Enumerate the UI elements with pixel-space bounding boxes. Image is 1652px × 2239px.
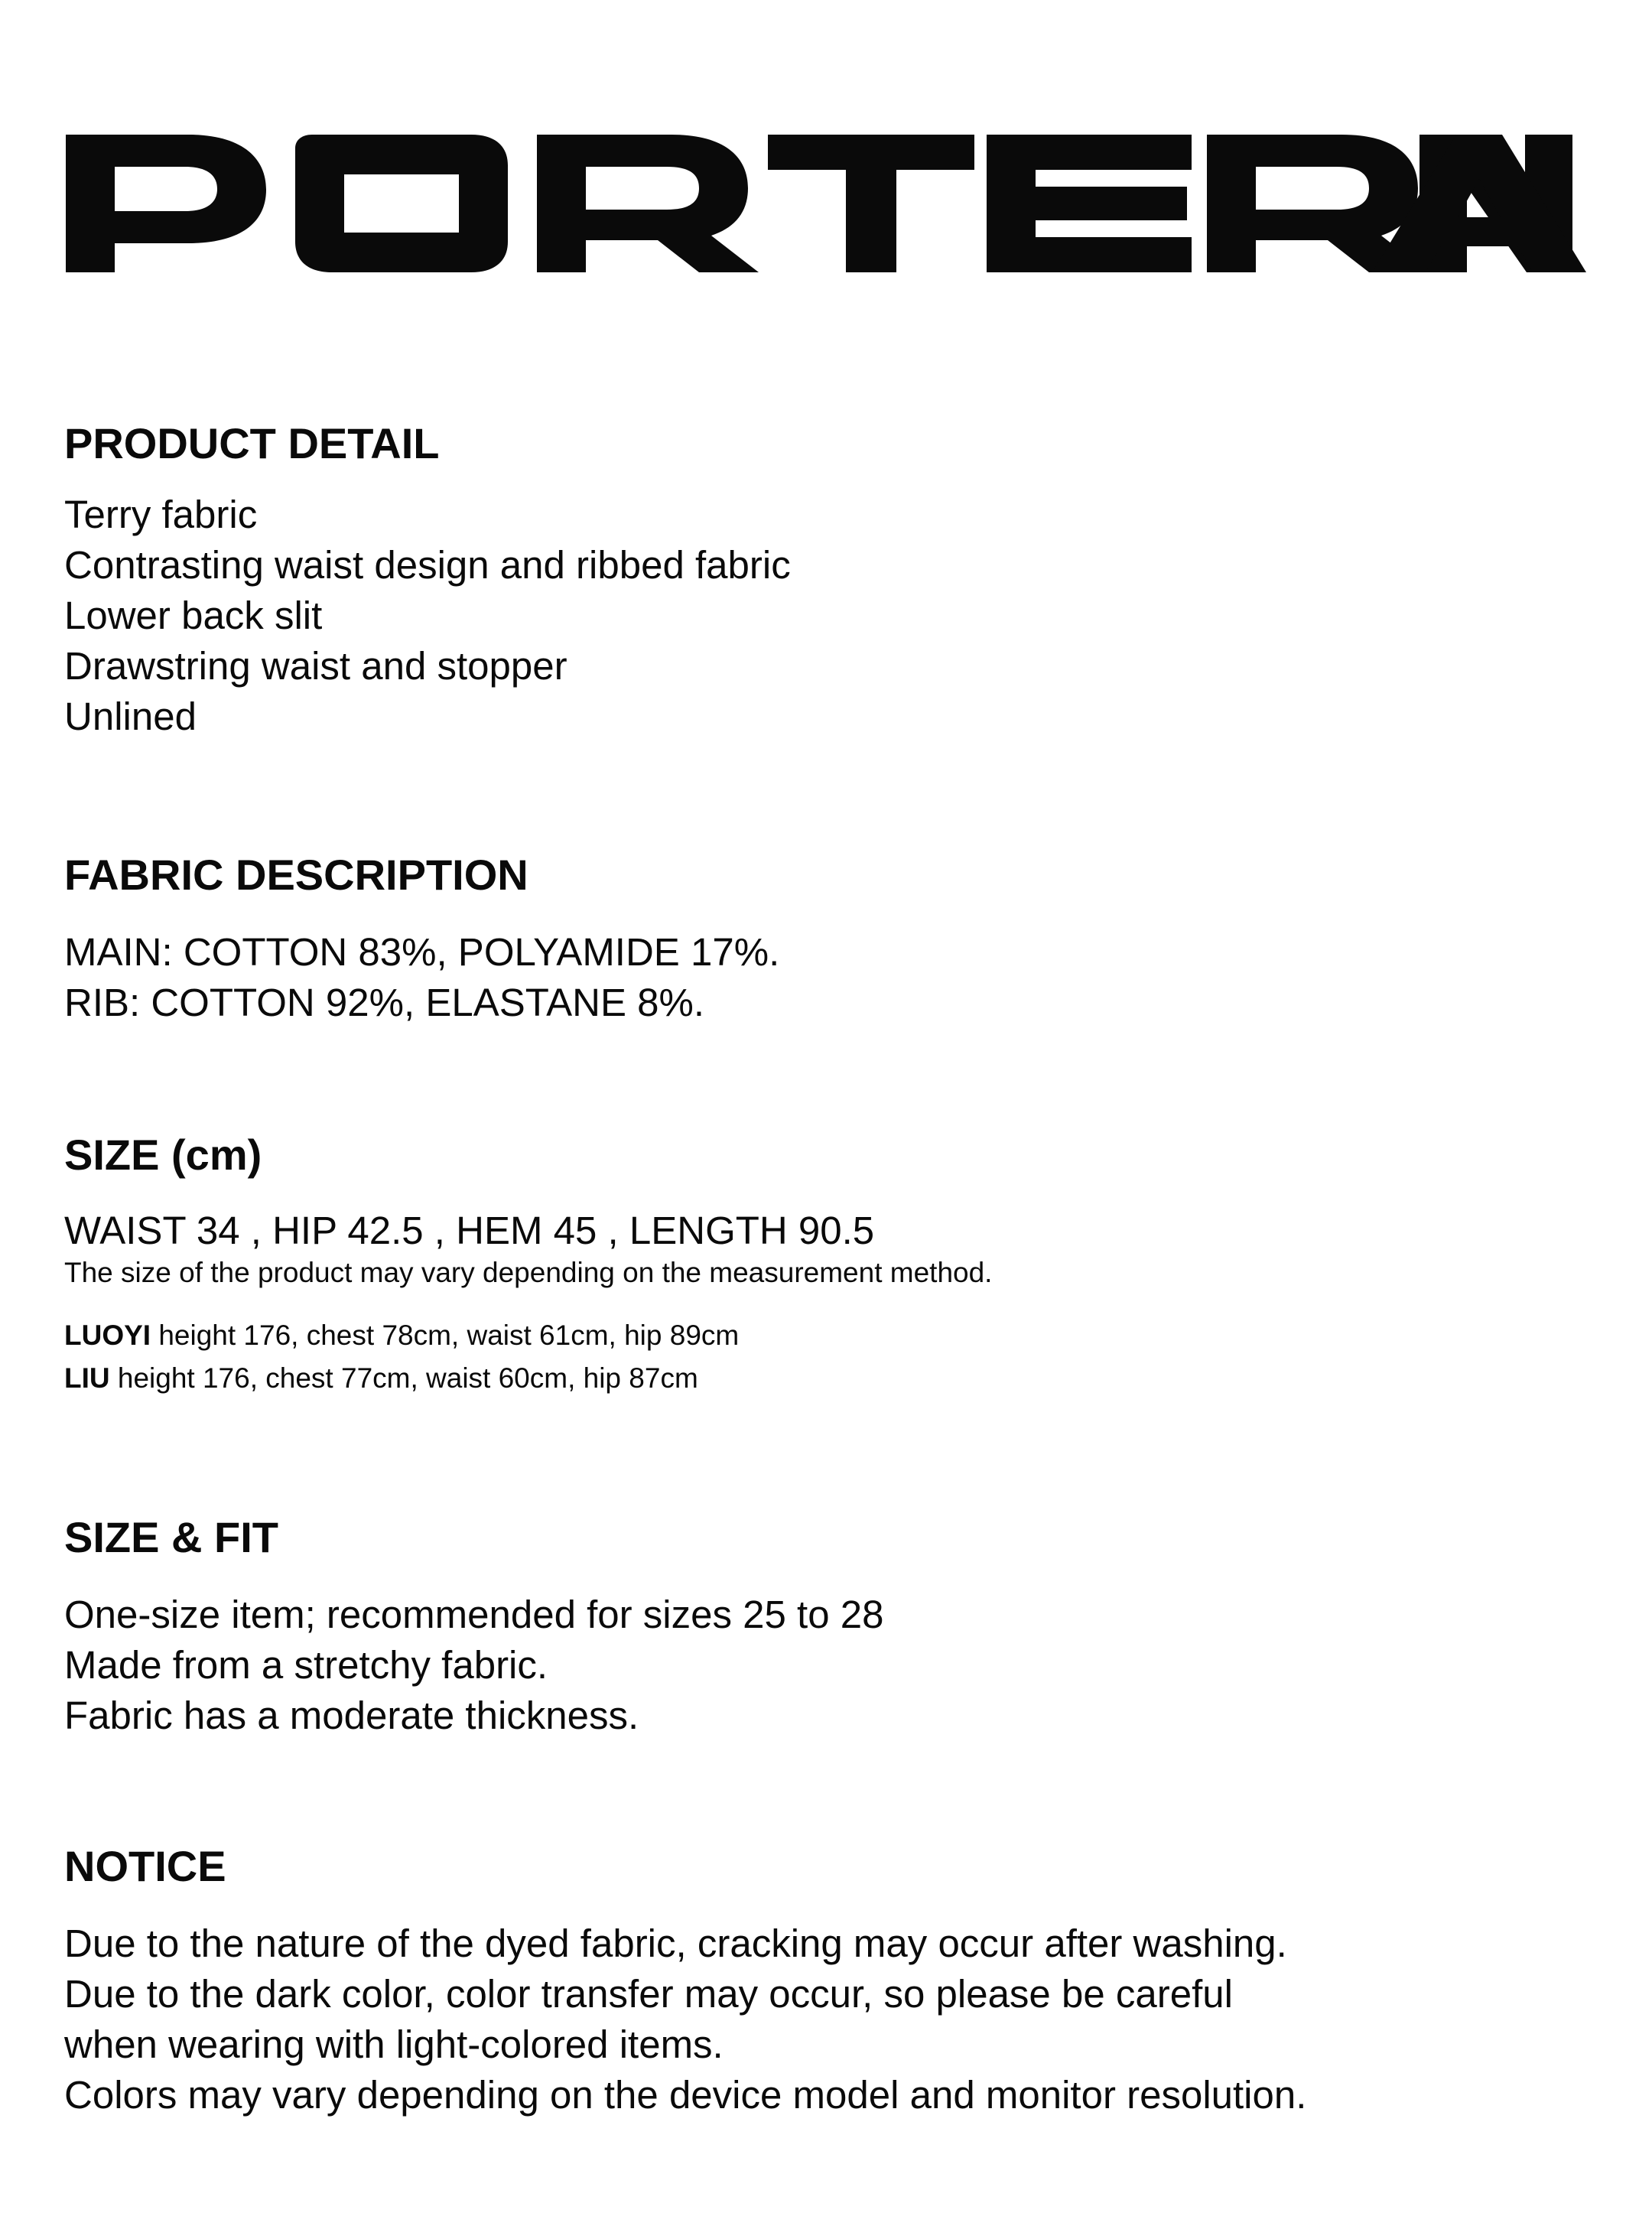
size-note: The size of the product may vary depending on the measurement method. (64, 1257, 993, 1288)
size-fit-line: Made from a stretchy fabric. (64, 1643, 548, 1687)
product-detail-list (64, 490, 1586, 742)
product-detail-section (64, 419, 1586, 742)
size-fit-list (64, 1590, 1586, 1741)
notice-line: Due to the nature of the dyed fabric, cracking may occur after washing. (64, 1922, 1287, 1965)
model-details: height 176, chest 78cm, waist 61cm, hip 89cm (151, 1320, 740, 1351)
notice-line: Colors may vary depending on the device model and monitor resolution. (64, 2073, 1307, 2117)
model-name: LUOYI (64, 1320, 151, 1351)
size-fit-heading: SIZE & FIT (64, 1513, 278, 1561)
size-fit-section (64, 1513, 1586, 1741)
fabric-description-list (64, 927, 1586, 1028)
fabric-description-heading: FABRIC DESCRIPTION (64, 851, 528, 899)
product-detail-heading: PRODUCT DETAIL (64, 419, 440, 467)
product-detail-line: Unlined (64, 695, 197, 738)
model-name: LIU (64, 1362, 110, 1394)
size-fit-line: Fabric has a moderate thickness. (64, 1694, 639, 1737)
fabric-description-section (64, 851, 1586, 1028)
product-detail-line: Terry fabric (64, 493, 258, 536)
product-detail-line: Drawstring waist and stopper (64, 644, 567, 688)
model-info (64, 1314, 1586, 1400)
notice-line: when wearing with light-colored items. (64, 2023, 724, 2066)
product-detail-line: Lower back slit (64, 594, 323, 637)
product-detail-line: Contrasting waist design and ribbed fabric (64, 543, 791, 587)
notice-heading: NOTICE (64, 1842, 226, 1890)
model-row (64, 1314, 1586, 1357)
porterna-logo (66, 135, 1586, 272)
size-heading: SIZE (cm) (64, 1131, 262, 1179)
size-fit-line: One-size item; recommended for sizes 25 to 28 (64, 1593, 884, 1636)
notice-line: Due to the dark color, color transfer may occur, so please be careful (64, 1972, 1233, 2016)
size-section (64, 1131, 1586, 1400)
fabric-description-line: MAIN: COTTON 83%, POLYAMIDE 17%. (64, 930, 780, 974)
fabric-description-line: RIB: COTTON 92%, ELASTANE 8%. (64, 981, 705, 1024)
notice-list (64, 1918, 1586, 2120)
size-measurements: WAIST 34 , HIP 42.5 , HEM 45 , LENGTH 90.5 (64, 1209, 875, 1252)
model-row (64, 1357, 1586, 1400)
model-details: height 176, chest 77cm, waist 60cm, hip 87cm (109, 1362, 698, 1394)
size-measurements-list (64, 1206, 1586, 1256)
notice-section (64, 1842, 1586, 2120)
